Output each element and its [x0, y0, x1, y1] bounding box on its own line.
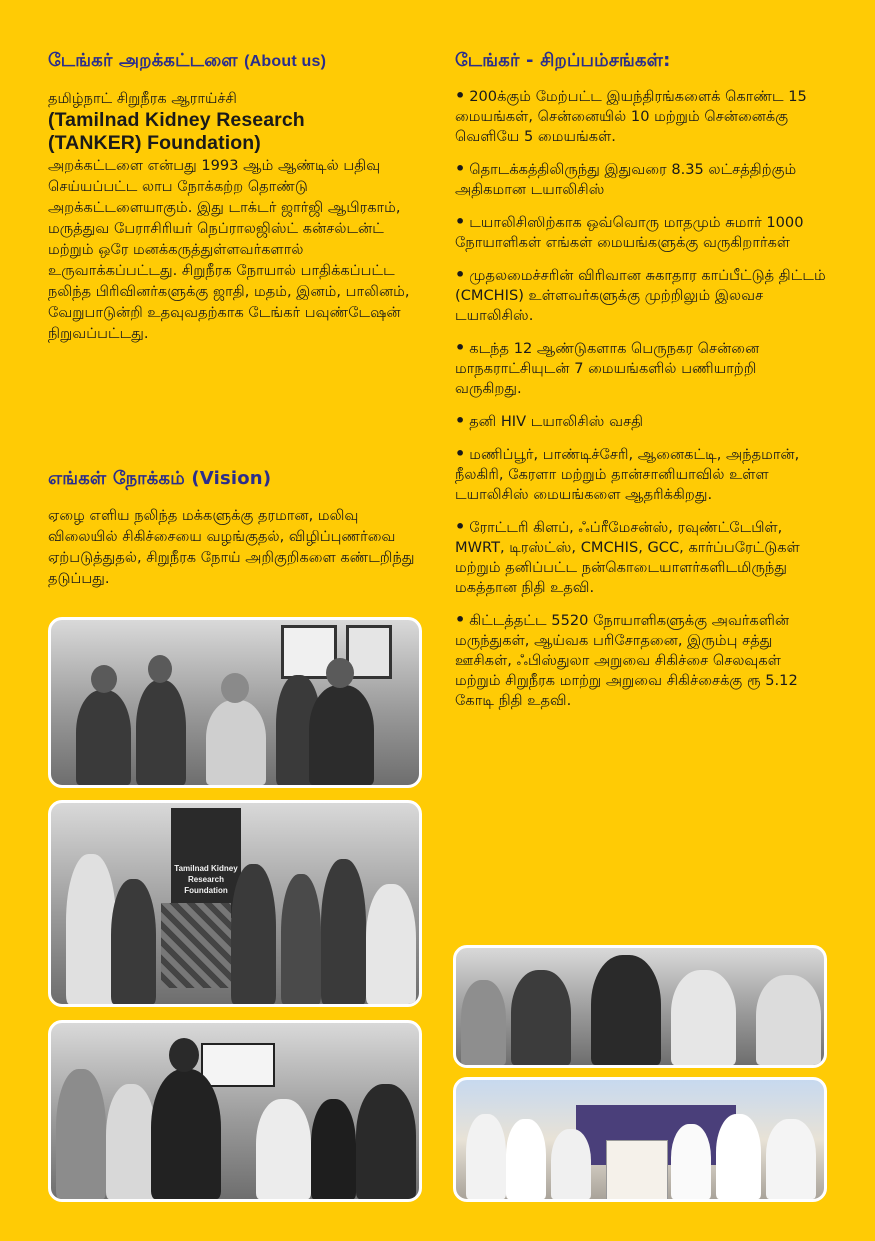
bullet-dot: •: [455, 86, 466, 105]
feature-item: [455, 411, 827, 432]
banner-text-line1: Tamilnad Kidney: [174, 864, 238, 873]
person-head: [91, 665, 117, 693]
person: [56, 1069, 106, 1199]
bullet-dot: •: [455, 411, 466, 430]
feature-item: [455, 338, 827, 399]
person: [66, 854, 116, 1004]
person: [309, 685, 374, 785]
features-list: [455, 86, 827, 723]
person: [766, 1119, 816, 1199]
person-head: [148, 655, 172, 683]
person: [321, 859, 366, 1004]
feature-item: [455, 86, 827, 147]
feature-text: 200க்கும் மேற்பட்ட இயந்திரங்களைக் கொண்ட 15 மையங்கள், சென்னையில் 10 மற்றும் சென்னைக்கு வெளியே 5 மையங்கள்.: [455, 88, 807, 145]
foundation-banner: [171, 808, 241, 918]
photo-awareness-camp: [453, 1077, 827, 1202]
photo-book-launch: [453, 945, 827, 1068]
features-heading: டேங்கர் - சிறப்பம்சங்கள்:: [455, 50, 671, 71]
feature-text: தனி HIV டயாலிசிஸ் வசதி: [469, 413, 644, 430]
poster-board: [606, 1140, 668, 1202]
about-heading-ta: டேங்கர் அறக்கட்டளை: [48, 50, 238, 71]
vision-heading: எங்கள் நோக்கம் (Vision): [48, 468, 272, 489]
photo-group-visitors: [48, 1020, 422, 1202]
about-text: அறக்கட்டளை என்பது 1993 ஆம் ஆண்டில் பதிவு செய்யப்பட்ட லாப நோக்கற்ற தொண்டு அறக்கட்டளையாகும். இது டாக்டர் ஜார்ஜி ஆபிரகாம், மருத்துவ பேராசிரியர் நெப்ராலஜிஸ்ட் கன்சல்டன்ட் மற்றும் ஒரே மனக்கருத்துள்ளவர்களால் உருவாக்கப்பட்டது. சிறுநீரக நோயால் பாதிக்கப்பட்ட நலிந்த பிரிவினர்களுக்கு ஜாதி, மதம், இனம், பாலினம், வேறுபாடுன்றி உதவுவதற்காக டேங்கர் பவுண்டேஷன் நிறுவப்பட்டது.: [48, 157, 410, 342]
person: [76, 690, 131, 785]
bullet-dot: •: [455, 517, 466, 536]
person: [506, 1119, 546, 1199]
person: [756, 975, 821, 1065]
feature-text: கடந்த 12 ஆண்டுகளாக பெருநகர சென்னை மாநகராட்சியுடன் 7 மையங்களில் பணியாற்றி வருகிறது.: [455, 340, 760, 397]
feature-item: [455, 444, 827, 505]
person: [231, 864, 276, 1004]
bullet-dot: •: [455, 265, 466, 284]
feature-item: [455, 265, 827, 326]
org-name-line2: (TANKER) Foundation): [48, 132, 261, 154]
person: [511, 970, 571, 1065]
about-section: [48, 88, 422, 344]
person: [716, 1114, 761, 1199]
about-heading: [48, 50, 326, 73]
person: [136, 680, 186, 785]
person-head: [221, 673, 249, 703]
person: [591, 955, 661, 1065]
bullet-dot: •: [455, 338, 466, 357]
person-head: [326, 658, 354, 688]
feature-item: [455, 212, 827, 253]
feature-text: கிட்டத்தட்ட 5520 நோயாளிகளுக்கு அவர்களின் மருந்துகள், ஆய்வக பரிசோதனை, இரும்பு சத்து ஊசிகள், ஃபிஸ்துலா அறுவை சிகிச்சை செலவுகள் மற்றும் சிறுநீரக மாற்று அறுவை சிகிச்சைக்கு ரூ 5.12 கோடி நிதி உதவி.: [455, 612, 798, 709]
person: [466, 1114, 506, 1199]
checkered-table: [161, 903, 231, 988]
person-head: [169, 1038, 199, 1072]
feature-item: [455, 159, 827, 200]
org-name-line1: (Tamilnad Kidney Research: [48, 109, 305, 131]
feature-item: [455, 610, 827, 711]
about-heading-en: (About us): [244, 53, 327, 70]
about-line1: தமிழ்நாட் சிறுநீரக ஆராய்ச்சி: [48, 90, 237, 107]
bullet-dot: •: [455, 159, 466, 178]
person: [461, 980, 506, 1065]
feature-text: முதலமைச்சரின் விரிவான சுகாதார காப்பீட்டுத் திட்டம் (CMCHIS) உள்ளவர்களுக்கு முற்றிலும் இலவச டயாலிசிஸ்.: [455, 267, 826, 324]
feature-item: [455, 517, 827, 598]
feature-text: டயாலிசிஸிற்காக ஒவ்வொரு மாதமும் சுமார் 1000 நோயாளிகள் எங்கள் மையங்களுக்கு வருகிறார்கள்: [455, 214, 804, 251]
person: [356, 1084, 416, 1199]
person: [106, 1084, 156, 1199]
banner-text-line3: Foundation: [184, 886, 228, 895]
person: [311, 1099, 356, 1199]
feature-text: தொடக்கத்திலிருந்து இதுவரை 8.35 லட்சத்திற்கும் அதிகமான டயாலிசிஸ்: [455, 161, 797, 198]
photo-foundation-event: [48, 800, 422, 1007]
person: [671, 970, 736, 1065]
person: [671, 1124, 711, 1199]
person: [366, 884, 416, 1004]
feature-text: ரோட்டரி கிளப், ஃப்ரீமேசன்ஸ், ரவுண்ட்டேபிள், MWRT, டிரஸ்ட்ஸ், CMCHIS, GCC, கார்ப்பரேட்டுகள் மற்றும் தனிப்பட்ட நன்கொடையாளர்களிடமிருந்து மகத்தான நிதி உதவி.: [455, 519, 800, 596]
name-board: [201, 1043, 275, 1087]
bullet-dot: •: [455, 610, 466, 629]
bullet-dot: •: [455, 444, 466, 463]
photo-mug-presentation: [48, 617, 422, 788]
person: [551, 1129, 591, 1199]
person: [151, 1069, 221, 1199]
person: [206, 700, 266, 785]
person: [256, 1099, 311, 1199]
bullet-dot: •: [455, 212, 466, 231]
person: [111, 879, 156, 1004]
banner-text-line2: Research: [187, 875, 225, 884]
person: [281, 874, 321, 1004]
feature-text: மணிப்பூர், பாண்டிச்சேரி, ஆனைகட்டி, அந்தமான், நீலகிரி, கேரளா மற்றும் தான்சானியாவில் உள்ள டயாலிசிஸ் மையங்களை ஆதரிக்கிறது.: [455, 446, 800, 503]
vision-text: ஏழை எளிய நலிந்த மக்களுக்கு தரமான, மலிவு விலையில் சிகிச்சையை வழங்குதல், விழிப்புணர்வை ஏற்படுத்துதல், சிறுநீரக நோய் அறிகுறிகளை கண்டறிந்து தடுப்பது.: [48, 507, 415, 587]
